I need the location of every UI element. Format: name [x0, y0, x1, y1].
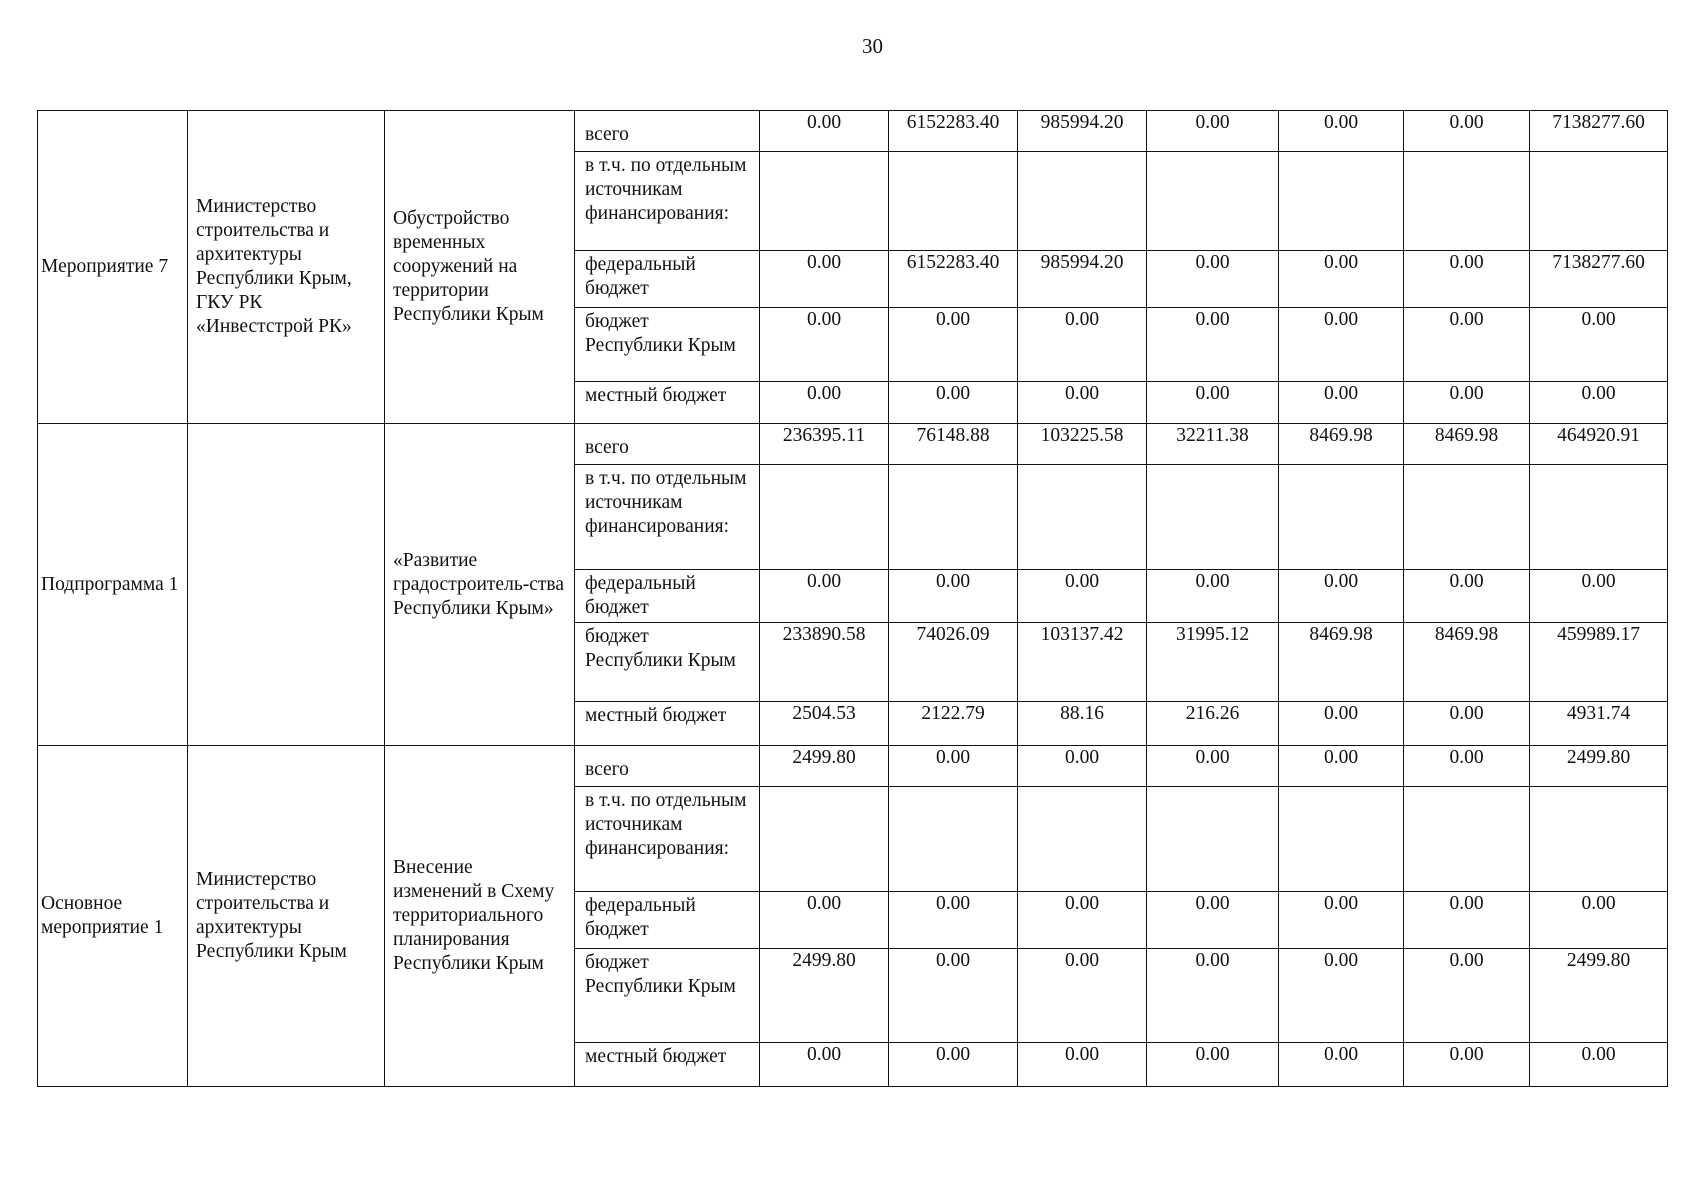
amount-cell: 8469.98: [1404, 623, 1530, 702]
amount-cell: 0.00: [1018, 570, 1147, 623]
page-number: 30: [862, 34, 883, 58]
amount-cell: 0.00: [1404, 746, 1530, 787]
amount-cell: [889, 465, 1018, 570]
amount-cell: [889, 152, 1018, 251]
funding-source-cell: местный бюджет: [575, 1043, 760, 1087]
amount-cell: 0.00: [1404, 1043, 1530, 1087]
funding-source-cell: в т.ч. по отдельным источникам финансирования:: [575, 152, 760, 251]
amount-cell: 2499.80: [1530, 746, 1668, 787]
amount-cell: 0.00: [1404, 892, 1530, 949]
amount-cell: 0.00: [1147, 308, 1279, 382]
measure-name-cell: «Развитие градостроитель-ства Республики Крым»: [385, 424, 575, 746]
amount-cell: 0.00: [1018, 382, 1147, 424]
amount-cell: 0.00: [1404, 111, 1530, 152]
amount-cell: 0.00: [1147, 892, 1279, 949]
funding-source-cell: бюджет Республики Крым: [575, 308, 760, 382]
amount-cell: 0.00: [760, 892, 889, 949]
executor-cell: Министерство строительства и архитектуры Республики Крым: [188, 746, 385, 1087]
amount-cell: 0.00: [1147, 382, 1279, 424]
amount-cell: 0.00: [1147, 111, 1279, 152]
amount-cell: 0.00: [1404, 702, 1530, 746]
amount-cell: 0.00: [1018, 308, 1147, 382]
amount-cell: 0.00: [1404, 949, 1530, 1043]
amount-cell: [1530, 465, 1668, 570]
funding-source-cell: всего: [575, 424, 760, 465]
table-row: [38, 424, 1668, 465]
measure-name-cell: Внесение изменений в Схему территориального планирования Республики Крым: [385, 746, 575, 1087]
amount-cell: [1147, 465, 1279, 570]
funding-source-cell: местный бюджет: [575, 382, 760, 424]
amount-cell: 0.00: [1279, 702, 1404, 746]
amount-cell: 0.00: [1279, 1043, 1404, 1087]
amount-cell: 103225.58: [1018, 424, 1147, 465]
amount-cell: 0.00: [1018, 746, 1147, 787]
funding-source-cell: федеральный бюджет: [575, 251, 760, 308]
amount-cell: 0.00: [1404, 308, 1530, 382]
amount-cell: 0.00: [1279, 570, 1404, 623]
amount-cell: 6152283.40: [889, 111, 1018, 152]
table-row: [38, 746, 1668, 787]
executor-cell: [188, 424, 385, 746]
amount-cell: 0.00: [1530, 1043, 1668, 1087]
amount-cell: [760, 465, 889, 570]
amount-cell: 216.26: [1147, 702, 1279, 746]
amount-cell: 74026.09: [889, 623, 1018, 702]
amount-cell: 0.00: [760, 1043, 889, 1087]
amount-cell: 0.00: [1018, 1043, 1147, 1087]
amount-cell: [1530, 787, 1668, 892]
row-type-label: Основное мероприятие 1: [38, 746, 188, 1087]
amount-cell: 0.00: [1404, 251, 1530, 308]
amount-cell: 2504.53: [760, 702, 889, 746]
amount-cell: 0.00: [1530, 570, 1668, 623]
amount-cell: [1018, 152, 1147, 251]
row-type-label: Подпрограмма 1: [38, 424, 188, 746]
amount-cell: 0.00: [1147, 949, 1279, 1043]
amount-cell: 88.16: [1018, 702, 1147, 746]
funding-source-cell: местный бюджет: [575, 702, 760, 746]
amount-cell: 0.00: [1279, 308, 1404, 382]
measure-name-cell: Обустройство временных сооружений на территории Республики Крым: [385, 111, 575, 424]
amount-cell: 0.00: [1018, 949, 1147, 1043]
amount-cell: 2499.80: [760, 949, 889, 1043]
amount-cell: 0.00: [1279, 746, 1404, 787]
amount-cell: 0.00: [760, 251, 889, 308]
amount-cell: 32211.38: [1147, 424, 1279, 465]
amount-cell: [1404, 465, 1530, 570]
amount-cell: [760, 787, 889, 892]
amount-cell: 4931.74: [1530, 702, 1668, 746]
funding-source-cell: федеральный бюджет: [575, 570, 760, 623]
amount-cell: 0.00: [1279, 382, 1404, 424]
amount-cell: 0.00: [1018, 892, 1147, 949]
amount-cell: 2499.80: [760, 746, 889, 787]
amount-cell: [1018, 787, 1147, 892]
executor-cell: Министерство строительства и архитектуры Республики Крым, ГКУ РК «Инвестстрой РК»: [188, 111, 385, 424]
table-row: [38, 111, 1668, 152]
amount-cell: [1404, 787, 1530, 892]
amount-cell: 0.00: [1404, 570, 1530, 623]
amount-cell: [1018, 465, 1147, 570]
amount-cell: 0.00: [1147, 570, 1279, 623]
amount-cell: 0.00: [760, 570, 889, 623]
funding-source-cell: всего: [575, 111, 760, 152]
amount-cell: 7138277.60: [1530, 111, 1668, 152]
amount-cell: 7138277.60: [1530, 251, 1668, 308]
amount-cell: 6152283.40: [889, 251, 1018, 308]
funding-source-cell: бюджет Республики Крым: [575, 949, 760, 1043]
amount-cell: [1404, 152, 1530, 251]
amount-cell: 31995.12: [1147, 623, 1279, 702]
amount-cell: 2499.80: [1530, 949, 1668, 1043]
amount-cell: 0.00: [1147, 746, 1279, 787]
amount-cell: 459989.17: [1530, 623, 1668, 702]
amount-cell: 0.00: [889, 1043, 1018, 1087]
amount-cell: 0.00: [889, 949, 1018, 1043]
amount-cell: [1147, 787, 1279, 892]
funding-source-cell: в т.ч. по отдельным источникам финансирования:: [575, 787, 760, 892]
amount-cell: 0.00: [1279, 111, 1404, 152]
amount-cell: 0.00: [1530, 892, 1668, 949]
funding-source-cell: в т.ч. по отдельным источникам финансирования:: [575, 465, 760, 570]
amount-cell: 2122.79: [889, 702, 1018, 746]
table-body: [38, 111, 1668, 1087]
funding-source-cell: бюджет Республики Крым: [575, 623, 760, 702]
amount-cell: 0.00: [1279, 892, 1404, 949]
amount-cell: 8469.98: [1279, 424, 1404, 465]
amount-cell: 8469.98: [1279, 623, 1404, 702]
amount-cell: 0.00: [1530, 308, 1668, 382]
row-type-label: Мероприятие 7: [38, 111, 188, 424]
amount-cell: 0.00: [889, 382, 1018, 424]
funding-source-cell: федеральный бюджет: [575, 892, 760, 949]
amount-cell: [1147, 152, 1279, 251]
amount-cell: 0.00: [889, 308, 1018, 382]
amount-cell: [760, 152, 889, 251]
amount-cell: 0.00: [1147, 251, 1279, 308]
amount-cell: [1279, 152, 1404, 251]
amount-cell: 0.00: [1279, 949, 1404, 1043]
amount-cell: 0.00: [760, 382, 889, 424]
amount-cell: 0.00: [760, 111, 889, 152]
amount-cell: 464920.91: [1530, 424, 1668, 465]
amount-cell: 0.00: [1147, 1043, 1279, 1087]
amount-cell: 103137.42: [1018, 623, 1147, 702]
amount-cell: 0.00: [1279, 251, 1404, 308]
amount-cell: 0.00: [1530, 382, 1668, 424]
amount-cell: 0.00: [760, 308, 889, 382]
amount-cell: 0.00: [889, 746, 1018, 787]
amount-cell: 0.00: [889, 570, 1018, 623]
amount-cell: 985994.20: [1018, 251, 1147, 308]
amount-cell: 8469.98: [1404, 424, 1530, 465]
amount-cell: 236395.11: [760, 424, 889, 465]
amount-cell: 0.00: [889, 892, 1018, 949]
amount-cell: 985994.20: [1018, 111, 1147, 152]
amount-cell: 233890.58: [760, 623, 889, 702]
amount-cell: [889, 787, 1018, 892]
funding-source-cell: всего: [575, 746, 760, 787]
amount-cell: [1279, 465, 1404, 570]
amount-cell: [1530, 152, 1668, 251]
amount-cell: 0.00: [1404, 382, 1530, 424]
amount-cell: [1279, 787, 1404, 892]
amount-cell: 76148.88: [889, 424, 1018, 465]
budget-table: [37, 110, 1668, 1087]
